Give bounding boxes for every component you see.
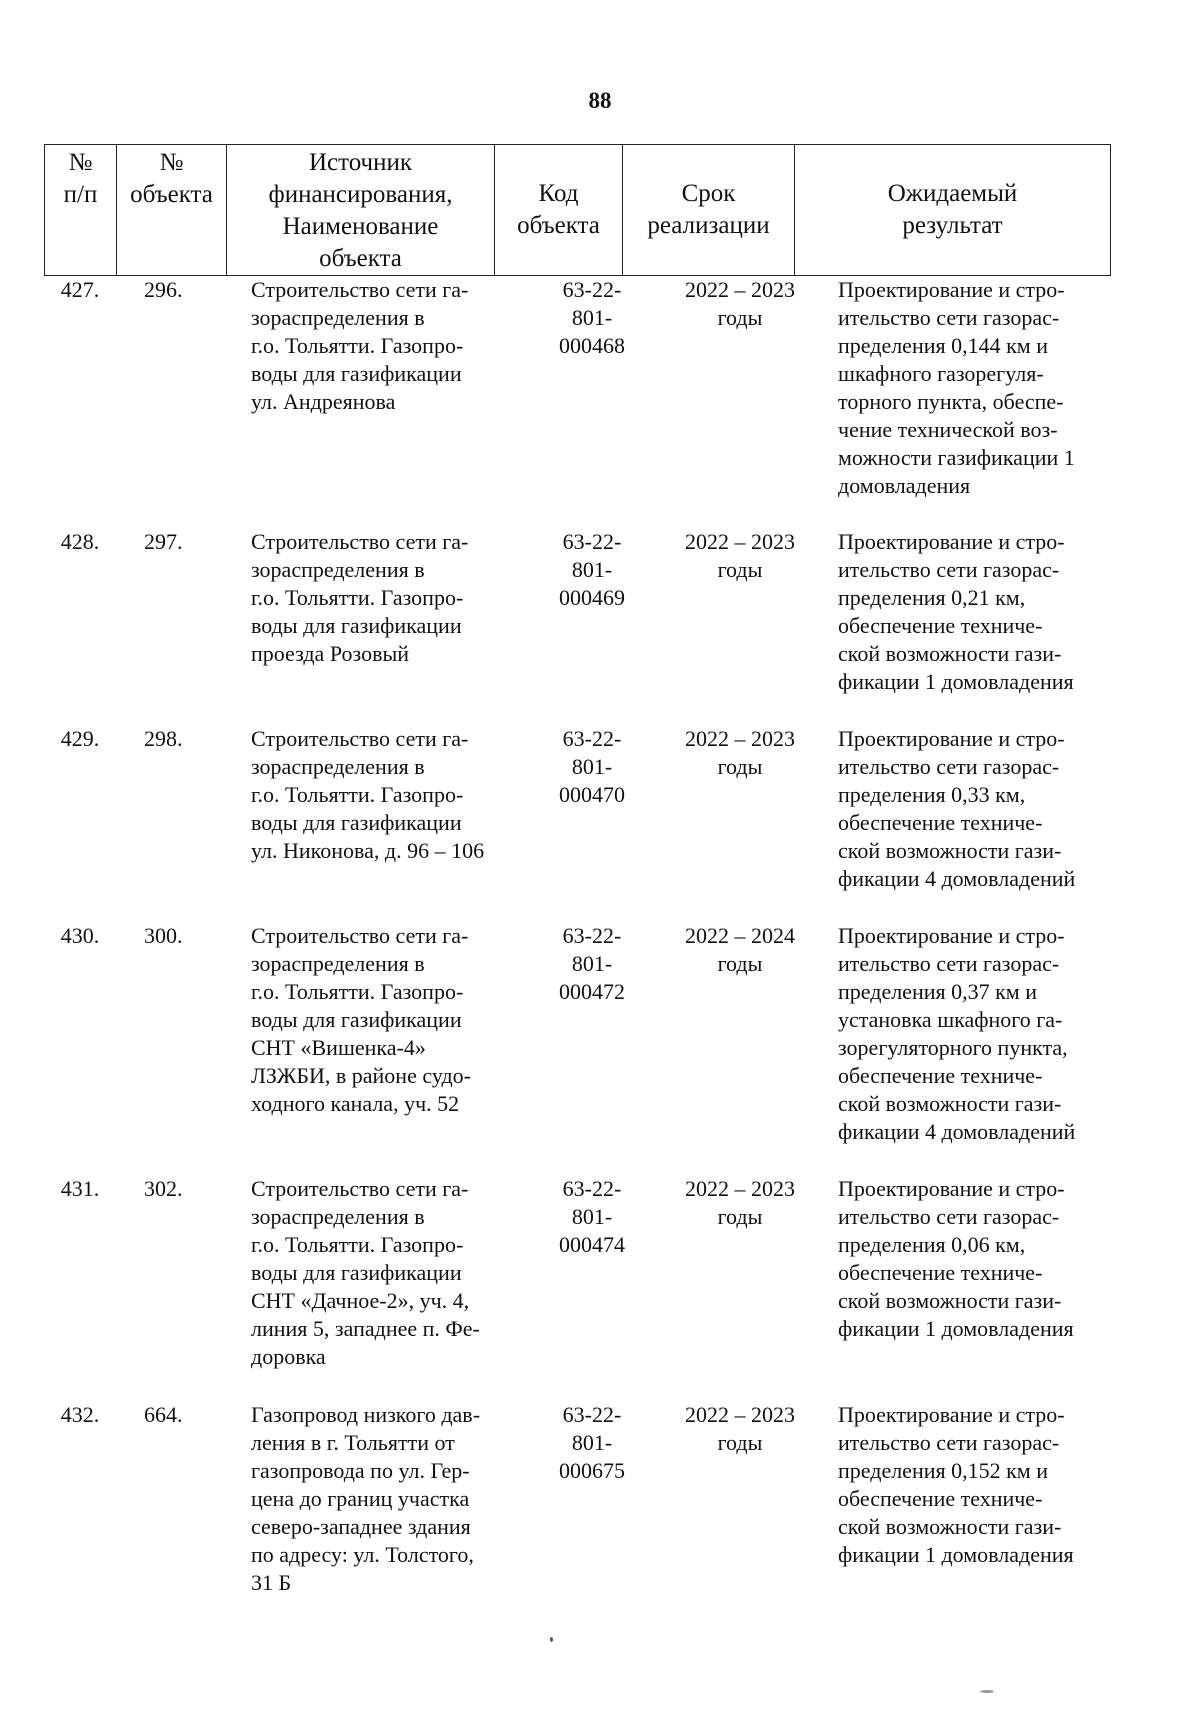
header-object-num: № объекта — [117, 145, 227, 276]
row-number: 431. — [60, 1176, 100, 1201]
header-source: Источник финансирования, Наименование объекта — [227, 145, 495, 276]
object-name: Строительство сети га- зораспределения в г.о. Тольятти. Газопро- воды для газификации ул. Никонова, д. 96 – 106 — [251, 726, 485, 863]
expected-result: Проектирование и стро- ительство сети газорас- пределения 0,152 км и обеспечение техниче- ской возможности гази- фикации 1 домовладения — [838, 1402, 1074, 1567]
implementation-term: 2022 – 2023 годы — [685, 1402, 795, 1455]
expected-result: Проектирование и стро- ительство сети газорас- пределения 0,144 км и шкафного газорегуля- торного пункта, обеспе- чение технической воз- можности газификации 1 домовладения — [838, 277, 1075, 498]
implementation-term: 2022 – 2023 годы — [685, 529, 795, 582]
expected-result: Проектирование и стро- ительство сети газорас- пределения 0,33 км, обеспечение техниче- ской возможности гази- фикации 4 домовладений — [838, 726, 1076, 891]
header-code: Код объекта — [495, 145, 623, 276]
implementation-term: 2022 – 2023 годы — [685, 277, 795, 330]
implementation-term: 2022 – 2024 годы — [685, 923, 795, 976]
implementation-term: 2022 – 2023 годы — [685, 1176, 795, 1229]
object-code: 63-22- 801- 000474 — [559, 1176, 625, 1257]
row-number: 427. — [60, 277, 100, 302]
object-number: 302. — [144, 1176, 183, 1201]
object-code: 63-22- 801- 000469 — [559, 529, 625, 610]
header-result: Ожидаемый результат — [795, 145, 1111, 276]
object-code: 63-22- 801- 000472 — [559, 923, 625, 1004]
object-name: Строительство сети га- зораспределения в г.о. Тольятти. Газопро- воды для газификации СНТ «Вишенка-4» ЛЗЖБИ, в районе судо- ходного канала, уч. 52 — [251, 923, 471, 1116]
object-number: 296. — [144, 277, 183, 302]
row-number: 432. — [60, 1402, 100, 1427]
row-number: 429. — [60, 726, 100, 751]
scan-speck — [980, 1690, 994, 1693]
object-name: Строительство сети га- зораспределения в г.о. Тольятти. Газопро- воды для газификации проезда Розовый — [251, 529, 469, 666]
object-number: 300. — [144, 923, 183, 948]
object-number: 297. — [144, 529, 183, 554]
row-number: 428. — [60, 529, 100, 554]
object-name: Строительство сети га- зораспределения в г.о. Тольятти. Газопро- воды для газификации ул. Андреянова — [251, 277, 469, 414]
object-name: Строительство сети га- зораспределения в г.о. Тольятти. Газопро- воды для газификации СНТ «Дачное-2», уч. 4, линия 5, западнее п. Фе- доровка — [251, 1176, 480, 1369]
scan-speck — [550, 1637, 553, 1642]
table-header — [44, 144, 1111, 276]
object-code: 63-22- 801- 000675 — [559, 1402, 625, 1483]
page-number: 88 — [588, 88, 612, 113]
header-term: Срок реализации — [623, 145, 795, 276]
object-number: 664. — [144, 1402, 183, 1427]
row-number: 430. — [60, 923, 100, 948]
expected-result: Проектирование и стро- ительство сети газорас- пределения 0,06 км, обеспечение техниче- ской возможности гази- фикации 1 домовладения — [838, 1176, 1074, 1341]
expected-result: Проектирование и стро- ительство сети газорас- пределения 0,21 км, обеспечение техниче- ской возможности гази- фикации 1 домовладения — [838, 529, 1074, 694]
implementation-term: 2022 – 2023 годы — [685, 726, 795, 779]
header-num: № п/п — [45, 145, 117, 276]
expected-result: Проектирование и стро- ительство сети газорас- пределения 0,37 км и установка шкафного га- зорегуляторного пункта, обеспечение техниче- ской возможности гази- фикации 4 домовладений — [838, 923, 1076, 1144]
object-code: 63-22- 801- 000468 — [559, 277, 625, 358]
object-number: 298. — [144, 726, 183, 751]
object-name: Газопровод низкого дав- ления в г. Тольятти от газопровода по ул. Гер- цена до границ участка северо-западнее здания по адресу: ул. Толстого, 31 Б — [251, 1402, 481, 1595]
object-code: 63-22- 801- 000470 — [559, 726, 625, 807]
